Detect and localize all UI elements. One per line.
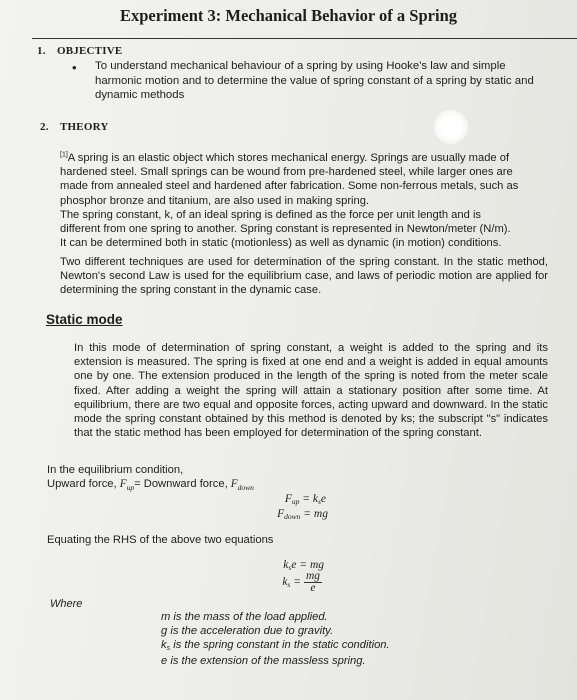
section-title: THEORY <box>60 121 109 133</box>
equation-1: $F_{up} = k_se$ <box>284 493 326 506</box>
theory-paragraph-2: Two different techniques are used for determination of the spring constant. In the static method, Newton's second Law is used for the equilibrium case, and laws of periodic motion are applied for determining the spring constant in the dynamic case. <box>60 256 548 297</box>
theory-paragraph-1 <box>60 151 550 250</box>
equating-line: Equating the RHS of the above two equations <box>47 534 274 546</box>
section-number: 2. <box>40 121 49 133</box>
text-line: [1]A spring is an elastic object which stores mechanical energy. Springs are usually made of <box>60 151 510 164</box>
where-label: Where <box>50 598 83 610</box>
equilibrium-line: In the equilibrium condition, <box>47 464 184 476</box>
variable-definitions <box>161 611 390 669</box>
fraction: $\frac{mg}{e}$ <box>305 570 320 594</box>
section-title: OBJECTIVE <box>57 45 123 57</box>
text-line: hardened steel. Small springs can be wound from pre-hardened steel, while larger ones are <box>60 166 513 179</box>
section-number: 1. <box>37 45 46 57</box>
text-line: The spring constant, k, of an ideal spring is defined as the force per unit length and is <box>60 208 482 221</box>
definition-g: g is the acceleration due to gravity. <box>161 624 334 637</box>
force-down-symbol: $F_{down}$ <box>230 478 254 493</box>
static-mode-heading: Static mode <box>46 312 123 327</box>
camera-flash-glare <box>434 110 468 144</box>
text-line: It can be determined both in static (motionless) as well as dynamic (in motion) conditions. <box>60 237 502 250</box>
force-line: Upward force, $F_{up}=$ Downward force, $F_{down}$ <box>47 478 254 493</box>
document-title: Experiment 3: Mechanical Behavior of a Spring <box>119 6 457 25</box>
objective-heading <box>37 45 122 57</box>
definition-m: m is the mass of the load applied. <box>161 611 328 623</box>
reference-marker: [1] <box>60 151 68 159</box>
equation-3: $k_se$ = mg <box>283 559 324 572</box>
equation-4: $k_s$ = $\frac{mg}{e}$ <box>282 570 320 594</box>
theory-heading <box>40 121 109 133</box>
text-line: made from annealed steel and hardened after fabrication. Some non-ferrous metals, such as <box>60 180 519 193</box>
text-line: phosphor bronze and titanium, are also used in making spring. <box>60 194 370 207</box>
text-line: different from one spring to another. Spring constant is represented in Newton/meter (N/m). <box>60 223 511 236</box>
bullet-icon: • <box>72 60 77 75</box>
title-rule <box>32 38 577 39</box>
objective-text: To understand mechanical behaviour of a spring by using Hooke's law and simple harmonic motion and to determine the value of spring constant of a spring by static and dynamic methods <box>95 60 534 101</box>
equation-2: $F_{down}$ = mg <box>277 508 328 521</box>
force-up-symbol: $F_{up}$ <box>119 478 135 493</box>
definition-e: e is the extension of the massless spring. <box>161 655 366 668</box>
definition-ks: $k_s$ is the spring constant in the static condition. <box>161 638 390 652</box>
static-mode-paragraph: In this mode of determination of spring constant, a weight is added to the spring and its extension is measured. The spring is fixed at one end and a weight is added in equal amounts one by one. The extension produced in the length of the spring is noted from the meter scale fixed. After adding a weight the spring will attain a stationary position after some time. At equilibrium, there are two equal and opposite forces, acting upward and downward. In the static mode the spring constant obtained by this method is denoted by ks; the subscript "s" indicates that the static method has been employed for determination of the spring constant. <box>74 342 548 440</box>
